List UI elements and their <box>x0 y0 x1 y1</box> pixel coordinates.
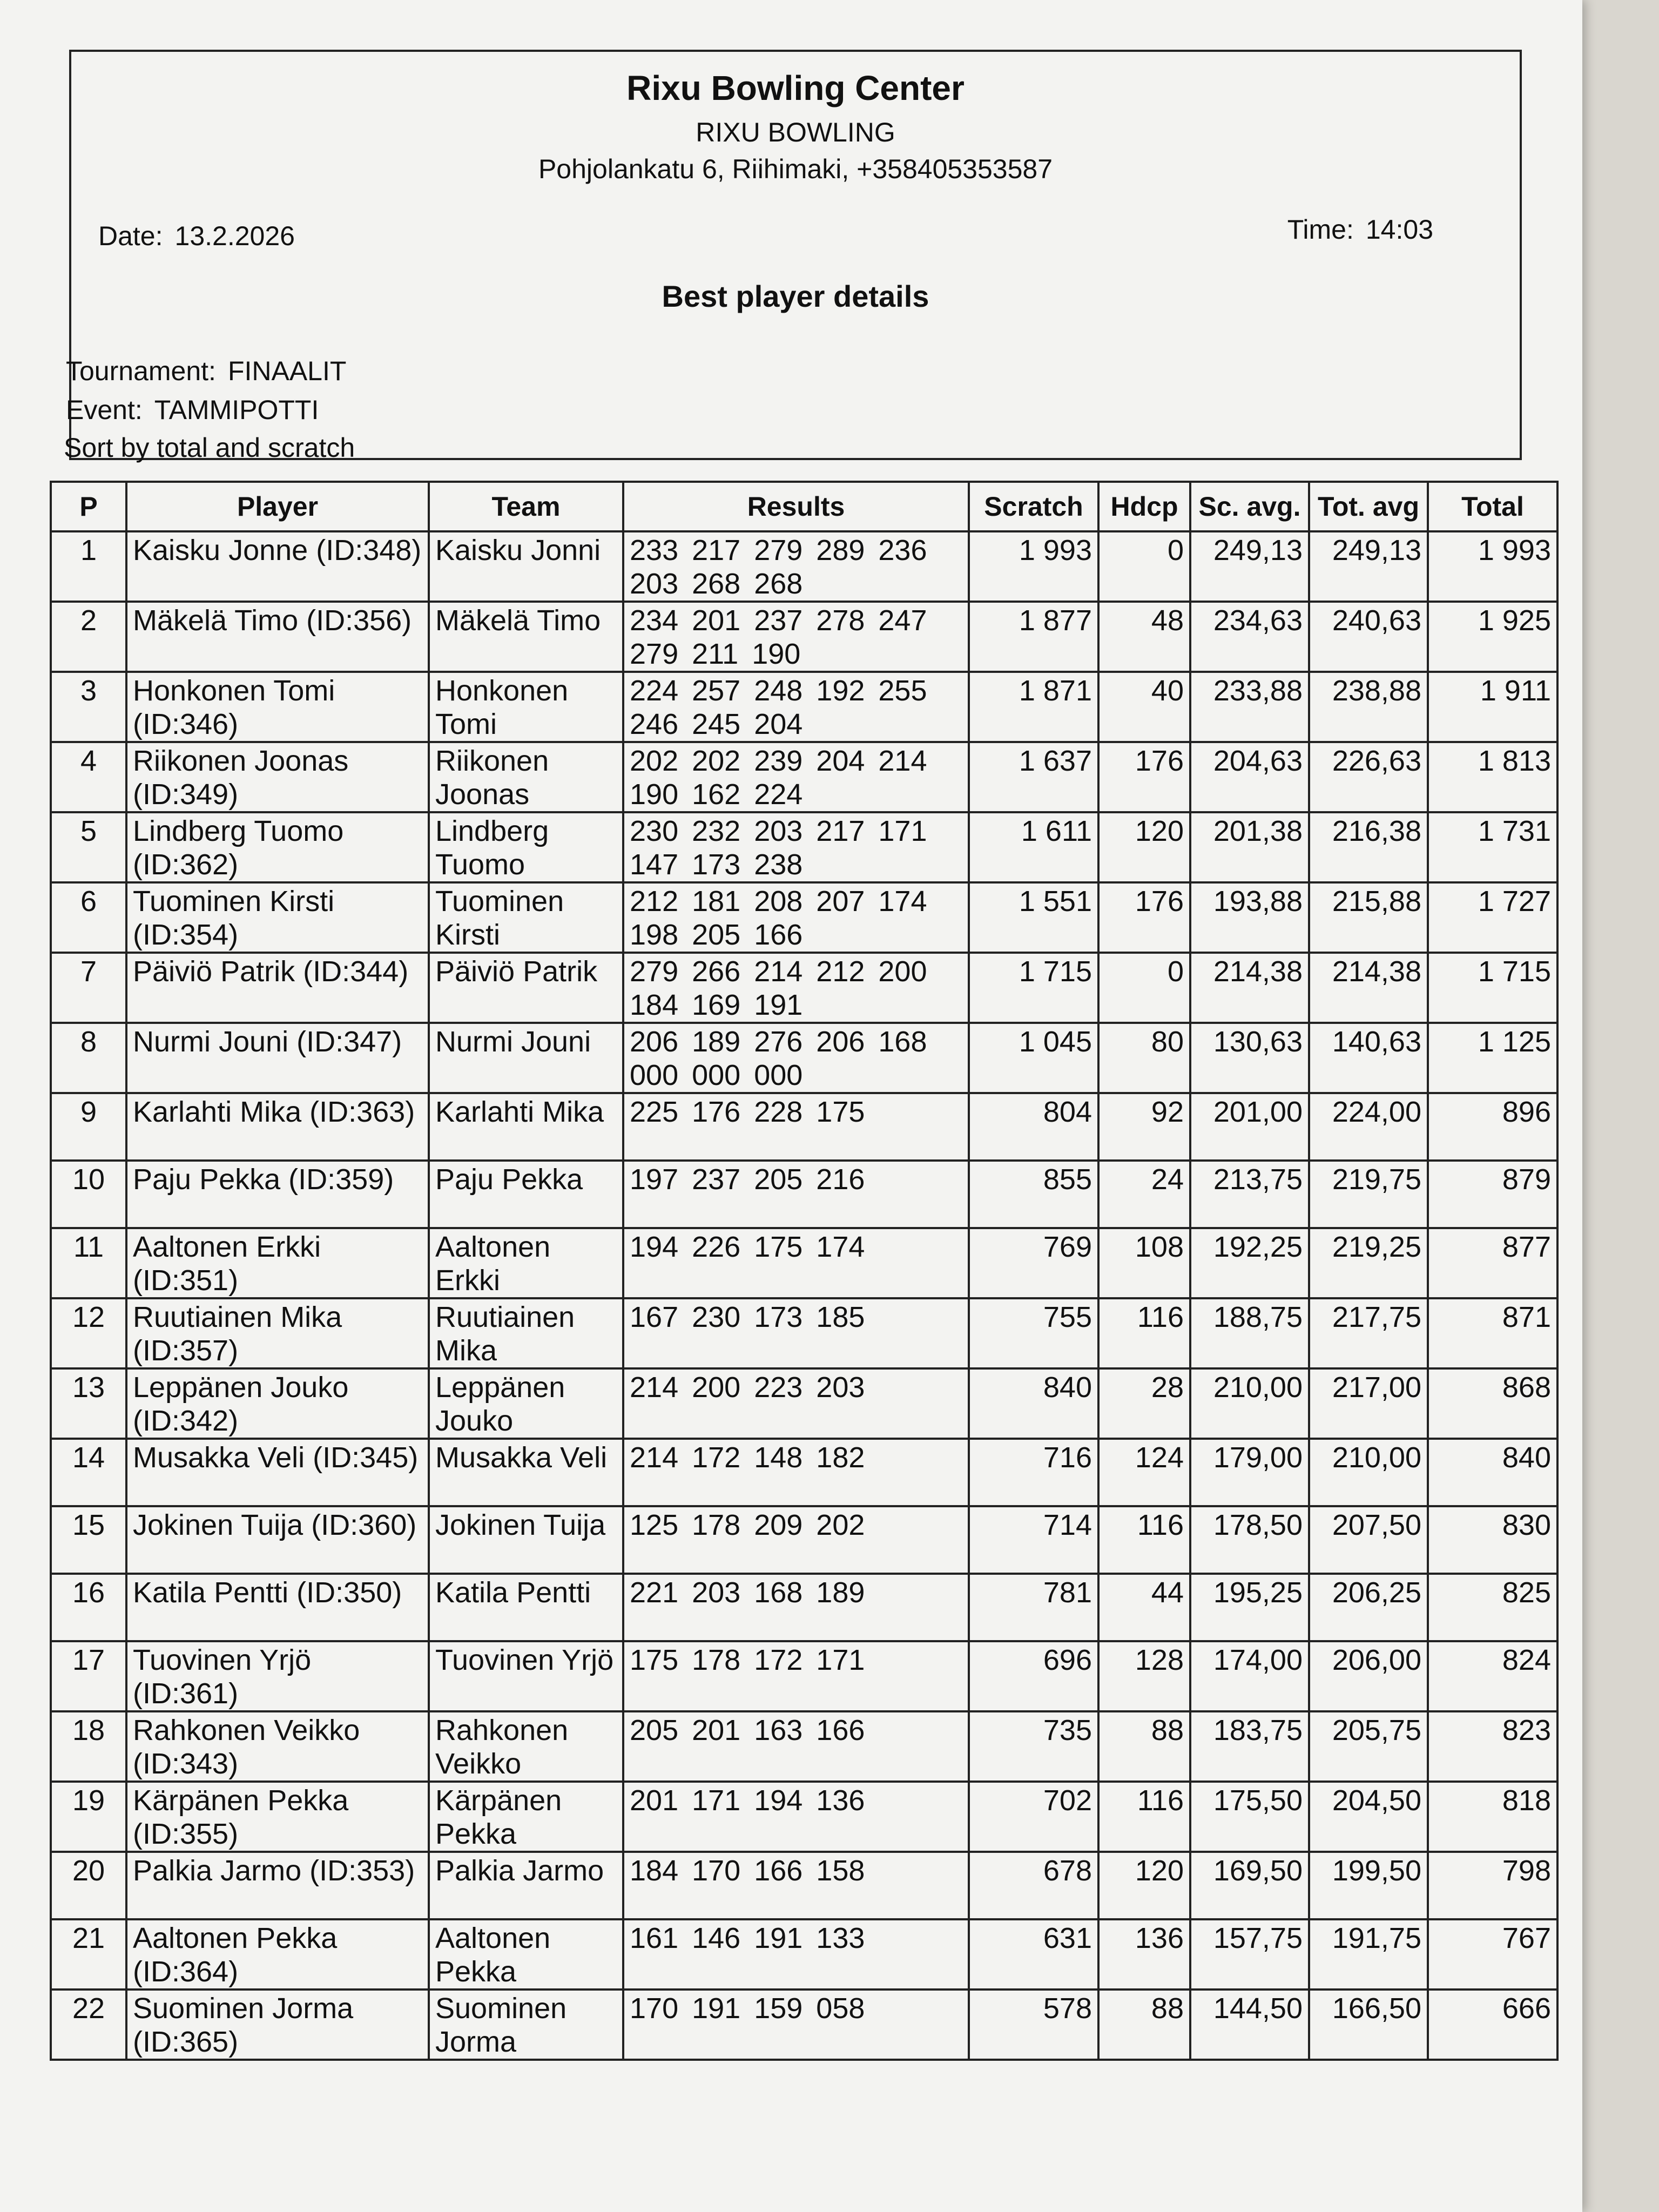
cell-scratch: 696 <box>969 1641 1098 1711</box>
time-value: 14:03 <box>1365 214 1433 245</box>
cell-player: Jokinen Tuija (ID:360) <box>126 1506 429 1574</box>
cell-hdcp: 176 <box>1098 742 1190 812</box>
cell-position: 20 <box>51 1852 126 1919</box>
cell-hdcp: 88 <box>1098 1990 1190 2060</box>
col-header-team: Team <box>429 482 623 531</box>
report-date <box>98 220 295 252</box>
col-header-tot-avg: Tot. avg <box>1309 482 1428 531</box>
cell-total: 1 731 <box>1428 812 1557 882</box>
cell-position: 10 <box>51 1161 126 1228</box>
event-value: TAMMIPOTTI <box>154 395 319 425</box>
cell-player: Päiviö Patrik (ID:344) <box>126 953 429 1023</box>
cell-hdcp: 120 <box>1098 812 1190 882</box>
cell-team: Suominen Jorma <box>429 1990 623 2060</box>
cell-sc-avg: 179,00 <box>1190 1439 1309 1506</box>
cell-results: 170 191 159 058 <box>623 1990 969 2060</box>
cell-tot-avg: 205,75 <box>1309 1711 1428 1782</box>
cell-position: 8 <box>51 1023 126 1093</box>
cell-tot-avg: 216,38 <box>1309 812 1428 882</box>
table-row <box>51 1023 1557 1093</box>
cell-scratch: 714 <box>969 1506 1098 1574</box>
cell-sc-avg: 201,00 <box>1190 1093 1309 1161</box>
cell-player: Musakka Veli (ID:345) <box>126 1439 429 1506</box>
cell-results: 225 176 228 175 <box>623 1093 969 1161</box>
table-body <box>51 531 1557 2060</box>
cell-hdcp: 116 <box>1098 1782 1190 1852</box>
cell-tot-avg: 210,00 <box>1309 1439 1428 1506</box>
cell-tot-avg: 215,88 <box>1309 882 1428 953</box>
cell-position: 21 <box>51 1919 126 1990</box>
cell-results: 221 203 168 189 <box>623 1574 969 1641</box>
cell-tot-avg: 206,25 <box>1309 1574 1428 1641</box>
cell-team: Tuominen Kirsti <box>429 882 623 953</box>
cell-team: Aaltonen Erkki <box>429 1228 623 1298</box>
cell-tot-avg: 140,63 <box>1309 1023 1428 1093</box>
cell-position: 17 <box>51 1641 126 1711</box>
date-label: Date: <box>98 221 163 251</box>
cell-sc-avg: 188,75 <box>1190 1298 1309 1368</box>
cell-player: Aaltonen Erkki (ID:351) <box>126 1228 429 1298</box>
cell-position: 9 <box>51 1093 126 1161</box>
cell-player: Paju Pekka (ID:359) <box>126 1161 429 1228</box>
cell-tot-avg: 217,75 <box>1309 1298 1428 1368</box>
cell-sc-avg: 175,50 <box>1190 1782 1309 1852</box>
cell-team: Ruutiainen Mika <box>429 1298 623 1368</box>
cell-sc-avg: 249,13 <box>1190 531 1309 602</box>
cell-hdcp: 176 <box>1098 882 1190 953</box>
cell-sc-avg: 157,75 <box>1190 1919 1309 1990</box>
cell-results: 161 146 191 133 <box>623 1919 969 1990</box>
cell-player: Suominen Jorma (ID:365) <box>126 1990 429 2060</box>
cell-results: 214 172 148 182 <box>623 1439 969 1506</box>
cell-position: 7 <box>51 953 126 1023</box>
cell-scratch: 769 <box>969 1228 1098 1298</box>
cell-total: 823 <box>1428 1711 1557 1782</box>
cell-total: 767 <box>1428 1919 1557 1990</box>
cell-scratch: 855 <box>969 1161 1098 1228</box>
center-address: Pohjolankatu 6, Riihimaki, +358405353587 <box>538 154 1053 184</box>
cell-sc-avg: 204,63 <box>1190 742 1309 812</box>
cell-results: 194 226 175 174 <box>623 1228 969 1298</box>
cell-player: Mäkelä Timo (ID:356) <box>126 602 429 672</box>
cell-sc-avg: 213,75 <box>1190 1161 1309 1228</box>
cell-results: 279 266 214 212 200 184 169 191 <box>623 953 969 1023</box>
table-row <box>51 1711 1557 1782</box>
cell-player: Riikonen Joonas (ID:349) <box>126 742 429 812</box>
cell-results: 233 217 279 289 236 203 268 268 <box>623 531 969 602</box>
cell-total: 868 <box>1428 1368 1557 1439</box>
cell-player: Nurmi Jouni (ID:347) <box>126 1023 429 1093</box>
cell-team: Riikonen Joonas <box>429 742 623 812</box>
cell-sc-avg: 130,63 <box>1190 1023 1309 1093</box>
cell-tot-avg: 240,63 <box>1309 602 1428 672</box>
tournament-label: Tournament: <box>66 356 216 386</box>
cell-total: 879 <box>1428 1161 1557 1228</box>
cell-tot-avg: 199,50 <box>1309 1852 1428 1919</box>
cell-sc-avg: 192,25 <box>1190 1228 1309 1298</box>
cell-position: 4 <box>51 742 126 812</box>
cell-scratch: 840 <box>969 1368 1098 1439</box>
cell-scratch: 678 <box>969 1852 1098 1919</box>
cell-team: Karlahti Mika <box>429 1093 623 1161</box>
table-row <box>51 672 1557 742</box>
cell-position: 11 <box>51 1228 126 1298</box>
table-row <box>51 812 1557 882</box>
cell-player: Kaisku Jonne (ID:348) <box>126 531 429 602</box>
date-value: 13.2.2026 <box>174 221 295 251</box>
cell-hdcp: 116 <box>1098 1298 1190 1368</box>
cell-scratch: 1 551 <box>969 882 1098 953</box>
cell-sc-avg: 234,63 <box>1190 602 1309 672</box>
table-row <box>51 953 1557 1023</box>
cell-scratch: 1 871 <box>969 672 1098 742</box>
table-row <box>51 1574 1557 1641</box>
table-row <box>51 1782 1557 1852</box>
cell-scratch: 1 637 <box>969 742 1098 812</box>
cell-player: Ruutiainen Mika (ID:357) <box>126 1298 429 1368</box>
cell-sc-avg: 210,00 <box>1190 1368 1309 1439</box>
cell-tot-avg: 219,25 <box>1309 1228 1428 1298</box>
cell-tot-avg: 226,63 <box>1309 742 1428 812</box>
cell-team: Musakka Veli <box>429 1439 623 1506</box>
cell-hdcp: 92 <box>1098 1093 1190 1161</box>
cell-hdcp: 28 <box>1098 1368 1190 1439</box>
cell-tot-avg: 207,50 <box>1309 1506 1428 1574</box>
cell-hdcp: 120 <box>1098 1852 1190 1919</box>
col-header-player: Player <box>126 482 429 531</box>
cell-sc-avg: 183,75 <box>1190 1711 1309 1782</box>
cell-results: 202 202 239 204 214 190 162 224 <box>623 742 969 812</box>
cell-player: Karlahti Mika (ID:363) <box>126 1093 429 1161</box>
col-header-scratch: Scratch <box>969 482 1098 531</box>
cell-sc-avg: 214,38 <box>1190 953 1309 1023</box>
cell-scratch: 1 715 <box>969 953 1098 1023</box>
col-header-hdcp: Hdcp <box>1098 482 1190 531</box>
cell-hdcp: 88 <box>1098 1711 1190 1782</box>
cell-player: Tuovinen Yrjö (ID:361) <box>126 1641 429 1711</box>
cell-player: Rahkonen Veikko (ID:343) <box>126 1711 429 1782</box>
cell-position: 16 <box>51 1574 126 1641</box>
cell-hdcp: 44 <box>1098 1574 1190 1641</box>
cell-tot-avg: 214,38 <box>1309 953 1428 1023</box>
cell-total: 818 <box>1428 1782 1557 1852</box>
cell-total: 1 727 <box>1428 882 1557 953</box>
table-row <box>51 742 1557 812</box>
cell-hdcp: 136 <box>1098 1919 1190 1990</box>
cell-team: Honkonen Tomi <box>429 672 623 742</box>
center-subtitle: RIXU BOWLING <box>696 117 895 147</box>
cell-scratch: 1 993 <box>969 531 1098 602</box>
cell-tot-avg: 219,75 <box>1309 1161 1428 1228</box>
table-row <box>51 1093 1557 1161</box>
cell-sc-avg: 233,88 <box>1190 672 1309 742</box>
cell-sc-avg: 193,88 <box>1190 882 1309 953</box>
table-row <box>51 1919 1557 1990</box>
cell-hdcp: 128 <box>1098 1641 1190 1711</box>
cell-sc-avg: 144,50 <box>1190 1990 1309 2060</box>
cell-player: Tuominen Kirsti (ID:354) <box>126 882 429 953</box>
cell-tot-avg: 238,88 <box>1309 672 1428 742</box>
cell-team: Kaisku Jonni <box>429 531 623 602</box>
cell-position: 12 <box>51 1298 126 1368</box>
cell-position: 6 <box>51 882 126 953</box>
cell-team: Palkia Jarmo <box>429 1852 623 1919</box>
cell-position: 5 <box>51 812 126 882</box>
cell-hdcp: 80 <box>1098 1023 1190 1093</box>
cell-sc-avg: 178,50 <box>1190 1506 1309 1574</box>
cell-total: 896 <box>1428 1093 1557 1161</box>
table-row <box>51 602 1557 672</box>
cell-position: 14 <box>51 1439 126 1506</box>
cell-total: 1 813 <box>1428 742 1557 812</box>
cell-player: Katila Pentti (ID:350) <box>126 1574 429 1641</box>
report-header <box>64 50 1522 463</box>
cell-player: Palkia Jarmo (ID:353) <box>126 1852 429 1919</box>
cell-results: 201 171 194 136 <box>623 1782 969 1852</box>
cell-position: 15 <box>51 1506 126 1574</box>
cell-results: 167 230 173 185 <box>623 1298 969 1368</box>
cell-position: 19 <box>51 1782 126 1852</box>
tournament-value: FINAALIT <box>227 356 347 386</box>
cell-hdcp: 24 <box>1098 1161 1190 1228</box>
cell-results: 230 232 203 217 171 147 173 238 <box>623 812 969 882</box>
cell-position: 18 <box>51 1711 126 1782</box>
cell-hdcp: 108 <box>1098 1228 1190 1298</box>
col-header-results: Results <box>623 482 969 531</box>
cell-results: 125 178 209 202 <box>623 1506 969 1574</box>
center-name: Rixu Bowling Center <box>626 69 965 107</box>
cell-total: 830 <box>1428 1506 1557 1574</box>
cell-total: 824 <box>1428 1641 1557 1711</box>
cell-team: Paju Pekka <box>429 1161 623 1228</box>
cell-sc-avg: 174,00 <box>1190 1641 1309 1711</box>
report-title: Best player details <box>662 279 929 313</box>
table-row <box>51 1298 1557 1368</box>
col-header-position: P <box>51 482 126 531</box>
table-row <box>51 1641 1557 1711</box>
cell-total: 1 925 <box>1428 602 1557 672</box>
cell-hdcp: 116 <box>1098 1506 1190 1574</box>
cell-total: 877 <box>1428 1228 1557 1298</box>
cell-scratch: 781 <box>969 1574 1098 1641</box>
cell-scratch: 1 877 <box>969 602 1098 672</box>
table-row <box>51 882 1557 953</box>
table-row <box>51 1990 1557 2060</box>
cell-scratch: 578 <box>969 1990 1098 2060</box>
cell-player: Kärpänen Pekka (ID:355) <box>126 1782 429 1852</box>
cell-scratch: 804 <box>969 1093 1098 1161</box>
cell-results: 197 237 205 216 <box>623 1161 969 1228</box>
cell-results: 206 189 276 206 168 000 000 000 <box>623 1023 969 1093</box>
cell-position: 13 <box>51 1368 126 1439</box>
cell-team: Nurmi Jouni <box>429 1023 623 1093</box>
cell-hdcp: 0 <box>1098 531 1190 602</box>
cell-tot-avg: 224,00 <box>1309 1093 1428 1161</box>
sort-note: Sort by total and scratch <box>64 433 355 463</box>
time-label: Time: <box>1287 214 1354 245</box>
cell-player: Lindberg Tuomo (ID:362) <box>126 812 429 882</box>
cell-team: Lindberg Tuomo <box>429 812 623 882</box>
results-table <box>50 481 1559 2061</box>
event-label: Event: <box>66 395 143 425</box>
cell-scratch: 1 611 <box>969 812 1098 882</box>
cell-team: Jokinen Tuija <box>429 1506 623 1574</box>
table-row <box>51 1439 1557 1506</box>
cell-scratch: 631 <box>969 1919 1098 1990</box>
cell-total: 840 <box>1428 1439 1557 1506</box>
cell-tot-avg: 249,13 <box>1309 531 1428 602</box>
cell-team: Kärpänen Pekka <box>429 1782 623 1852</box>
cell-scratch: 1 045 <box>969 1023 1098 1093</box>
tournament-line <box>66 355 346 387</box>
cell-total: 1 715 <box>1428 953 1557 1023</box>
cell-player: Honkonen Tomi (ID:346) <box>126 672 429 742</box>
table-row <box>51 531 1557 602</box>
cell-scratch: 735 <box>969 1711 1098 1782</box>
cell-team: Tuovinen Yrjö <box>429 1641 623 1711</box>
cell-hdcp: 0 <box>1098 953 1190 1023</box>
cell-team: Mäkelä Timo <box>429 602 623 672</box>
cell-total: 798 <box>1428 1852 1557 1919</box>
col-header-sc-avg: Sc. avg. <box>1190 482 1309 531</box>
table-row <box>51 1506 1557 1574</box>
cell-total: 871 <box>1428 1298 1557 1368</box>
table-header-row <box>51 482 1557 531</box>
cell-tot-avg: 191,75 <box>1309 1919 1428 1990</box>
cell-sc-avg: 169,50 <box>1190 1852 1309 1919</box>
cell-team: Leppänen Jouko <box>429 1368 623 1439</box>
cell-hdcp: 40 <box>1098 672 1190 742</box>
cell-scratch: 755 <box>969 1298 1098 1368</box>
cell-total: 1 993 <box>1428 531 1557 602</box>
cell-tot-avg: 204,50 <box>1309 1782 1428 1852</box>
col-header-total: Total <box>1428 482 1557 531</box>
table-row <box>51 1368 1557 1439</box>
cell-scratch: 716 <box>969 1439 1098 1506</box>
cell-total: 666 <box>1428 1990 1557 2060</box>
cell-tot-avg: 166,50 <box>1309 1990 1428 2060</box>
table-row <box>51 1161 1557 1228</box>
cell-position: 2 <box>51 602 126 672</box>
cell-results: 205 201 163 166 <box>623 1711 969 1782</box>
cell-tot-avg: 217,00 <box>1309 1368 1428 1439</box>
cell-total: 1 125 <box>1428 1023 1557 1093</box>
cell-hdcp: 124 <box>1098 1439 1190 1506</box>
cell-sc-avg: 201,38 <box>1190 812 1309 882</box>
cell-team: Rahkonen Veikko <box>429 1711 623 1782</box>
cell-team: Aaltonen Pekka <box>429 1919 623 1990</box>
cell-scratch: 702 <box>969 1782 1098 1852</box>
cell-results: 175 178 172 171 <box>623 1641 969 1711</box>
cell-position: 22 <box>51 1990 126 2060</box>
cell-player: Aaltonen Pekka (ID:364) <box>126 1919 429 1990</box>
cell-team: Katila Pentti <box>429 1574 623 1641</box>
cell-position: 1 <box>51 531 126 602</box>
cell-sc-avg: 195,25 <box>1190 1574 1309 1641</box>
cell-hdcp: 48 <box>1098 602 1190 672</box>
cell-results: 234 201 237 278 247 279 211 190 <box>623 602 969 672</box>
cell-player: Leppänen Jouko (ID:342) <box>126 1368 429 1439</box>
cell-results: 212 181 208 207 174 198 205 166 <box>623 882 969 953</box>
cell-position: 3 <box>51 672 126 742</box>
report-time <box>1287 214 1433 245</box>
table-row <box>51 1228 1557 1298</box>
cell-results: 214 200 223 203 <box>623 1368 969 1439</box>
cell-team: Päiviö Patrik <box>429 953 623 1023</box>
table-row <box>51 1852 1557 1919</box>
cell-total: 1 911 <box>1428 672 1557 742</box>
cell-results: 224 257 248 192 255 246 245 204 <box>623 672 969 742</box>
event-line <box>66 394 319 426</box>
cell-total: 825 <box>1428 1574 1557 1641</box>
cell-results: 184 170 166 158 <box>623 1852 969 1919</box>
cell-tot-avg: 206,00 <box>1309 1641 1428 1711</box>
